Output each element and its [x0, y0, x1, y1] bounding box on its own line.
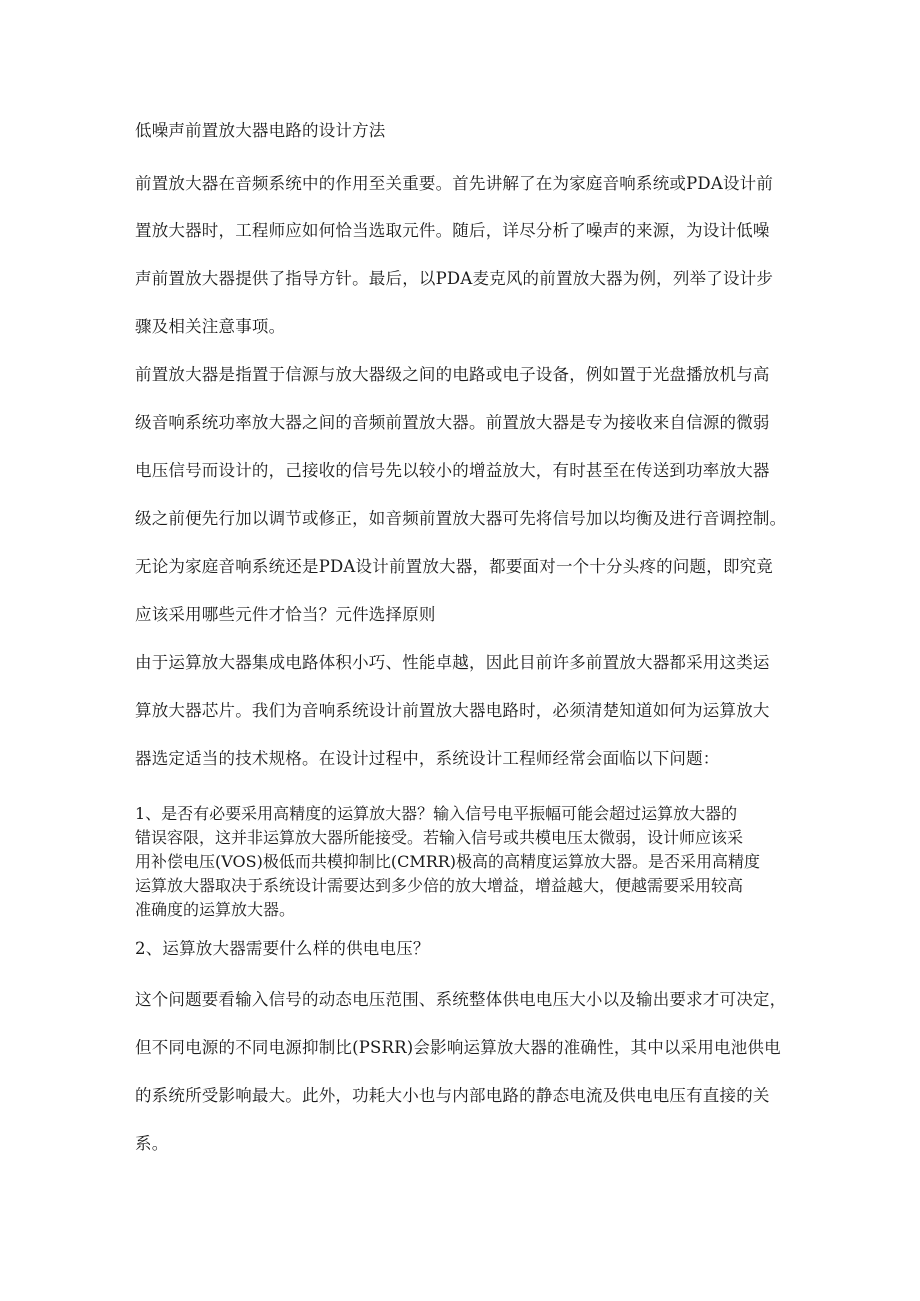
list-item-line: 2、运算放大器需要什么样的供电电压？	[135, 939, 430, 958]
paragraph-line: 由于运算放大器集成电路体积小巧、性能卓越，因此目前许多前置放大器都采用这类运	[135, 653, 770, 672]
list-item-line: 用补偿电压(VOS)极低而共模抑制比(CMRR)极高的高精度运算放大器。是否采用高精度	[135, 852, 761, 871]
paragraph-line: 前置放大器在音频系统中的作用至关重要。首先讲解了在为家庭音响系统或PDA设计前	[135, 174, 774, 193]
paragraph-line: 级音响系统功率放大器之间的音频前置放大器。前置放大器是专为接收来自信源的微弱	[135, 413, 770, 432]
paragraph-line: 无论为家庭音响系统还是PDA设计前置放大器，都要面对一个十分头疼的问题，即究竟	[135, 557, 774, 576]
paragraph-line: 但不同电源的不同电源抑制比(PSRR)会影响运算放大器的准确性，其中以采用电池供电	[135, 1038, 781, 1057]
list-item-line: 准确度的运算放大器。	[135, 900, 296, 919]
paragraph-line: 的系统所受影响最大。此外，功耗大小也与内部电路的静态电流及供电电压有直接的关	[135, 1086, 770, 1105]
paragraph-line: 系。	[135, 1134, 169, 1153]
paragraph-line: 骤及相关注意事项。	[135, 317, 286, 336]
paragraph-line: 这个问题要看输入信号的动态电压范围、系统整体供电电压大小以及输出要求才可决定，	[135, 990, 787, 1009]
paragraph-line: 级之前便先行加以调节或修正，如音频前置放大器可先将信号加以均衡及进行音调控制。	[135, 509, 787, 528]
paragraph-line: 声前置放大器提供了指导方针。最后，以PDA麦克风的前置放大器为例，列举了设计步	[135, 269, 774, 288]
paragraph-line: 算放大器芯片。我们为音响系统设计前置放大器电路时，必须清楚知道如何为运算放大	[135, 701, 770, 720]
paragraph-line: 器选定适当的技术规格。在设计过程中，系统设计工程师经常会面临以下问题：	[135, 749, 720, 768]
document-title: 低噪声前置放大器电路的设计方法	[135, 121, 386, 140]
paragraph-line: 电压信号而设计的，己接收的信号先以较小的增益放大，有时甚至在传送到功率放大器	[135, 461, 770, 480]
paragraph-line: 应该采用哪些元件才恰当？元件选择原则	[135, 605, 436, 624]
paragraph-line: 置放大器时，工程师应如何恰当选取元件。随后，详尽分析了噪声的来源，为设计低噪	[135, 221, 770, 240]
paragraph-line: 前置放大器是指置于信源与放大器级之间的电路或电子设备，例如置于光盘播放机与高	[135, 365, 770, 384]
list-item-line: 1、是否有必要采用高精度的运算放大器？输入信号电平振幅可能会超过运算放大器的	[135, 804, 738, 823]
list-item-line: 运算放大器取决于系统设计需要达到多少倍的放大增益，增益越大，便越需要采用较高	[135, 876, 744, 895]
list-item-line: 错误容限，这并非运算放大器所能接受。若输入信号或共模电压太微弱，设计师应该采	[135, 828, 744, 847]
